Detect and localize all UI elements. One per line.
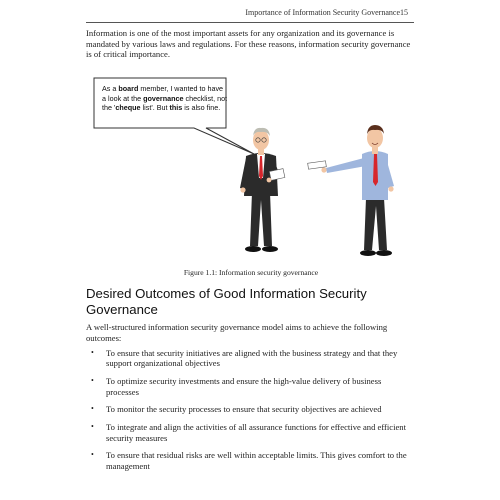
list-item: • To monitor the security processes to ensure that security objectives are achieved [91, 404, 382, 415]
bullet-icon: • [91, 376, 94, 386]
board-member-figure [240, 128, 285, 252]
bullet-icon: • [91, 422, 94, 432]
bullet-icon: • [91, 404, 94, 414]
list-item: • To integrate and align the activities of all assurance functions for effective and efficient security measures [91, 422, 406, 443]
presenter-figure [308, 125, 394, 256]
list-item: • To ensure that security initiatives are aligned with the business strategy and that they support organizational objectives [91, 348, 398, 369]
list-item: • To ensure that residual risks are well within acceptable limits. This gives comfort to the management [91, 450, 407, 471]
page-number: 15 [400, 8, 408, 17]
running-title: Importance of Information Security Governance [245, 8, 400, 17]
bullet-icon: • [91, 450, 94, 460]
figure-caption: Figure 1.1: Information security governance [183, 268, 319, 277]
list-item: • To optimize security investments and ensure the high-value delivery of business processes [91, 376, 382, 397]
bullet-icon: • [91, 348, 94, 357]
section-lead: A well-structured information security governance model aims to achieve the following outcomes: [86, 322, 388, 343]
header-rule [86, 22, 414, 23]
governance-figure [86, 70, 416, 270]
running-header [0, 6, 500, 20]
speech-bubble-text: As a board member, I wanted to have a look at the governance checklist, not the 'cheque list'. But this is also fine. [102, 84, 228, 113]
section-heading: Desired Outcomes of Good Information Security Governance [86, 286, 367, 317]
outcomes-list [86, 348, 416, 479]
intro-paragraph: Information is one of the most important assets for any organization and its governance is mandated by various laws and regulations. For these reasons, information security governance is of critical importance. [86, 28, 411, 60]
